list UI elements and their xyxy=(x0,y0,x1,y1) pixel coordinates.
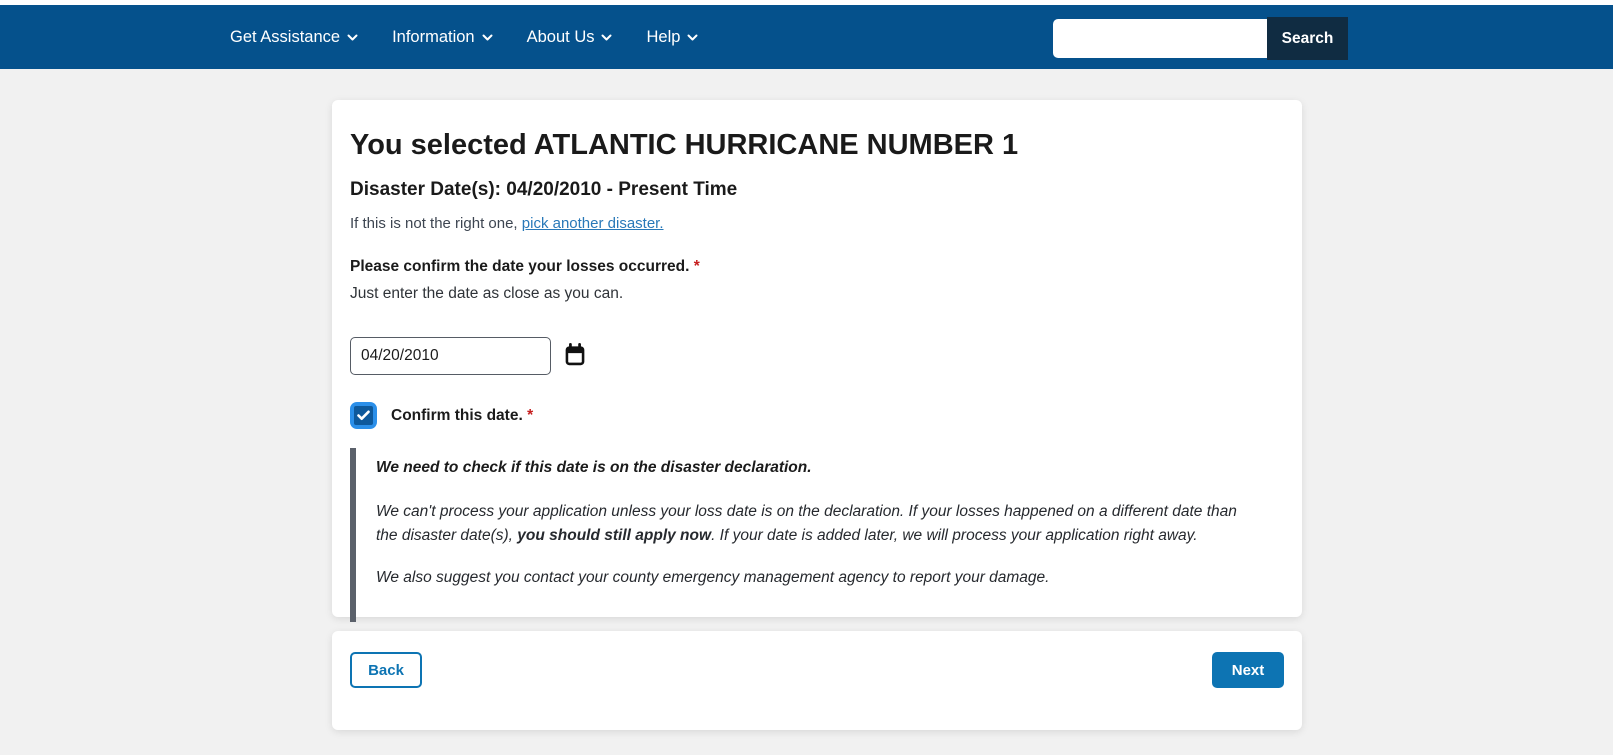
required-asterisk: * xyxy=(693,258,700,275)
required-asterisk: * xyxy=(527,406,534,424)
calendar-picker-button[interactable] xyxy=(564,343,586,369)
chevron-down-icon xyxy=(687,28,698,47)
actions-row xyxy=(350,652,1284,688)
pick-another-disaster-link[interactable]: pick another disaster. xyxy=(521,215,664,232)
nav-item-label: Get Assistance xyxy=(230,27,341,46)
wrong-disaster-prefix: If this is not the right one, xyxy=(350,215,522,232)
confirm-date-label: Confirm this date. * xyxy=(391,406,534,424)
next-button[interactable]: Next xyxy=(1212,652,1284,688)
nav-item-label: About Us xyxy=(526,27,595,46)
confirm-date-row xyxy=(350,402,1284,429)
declaration-note-suggestion: We also suggest you contact your county emergency management agency to report your damage. xyxy=(376,569,1050,586)
page-title: You selected ATLANTIC HURRICANE NUMBER 1 xyxy=(350,129,1019,161)
loss-date-input[interactable] xyxy=(350,337,551,375)
disaster-dates-text: Disaster Date(s): 04/20/2010 - Present Time xyxy=(350,179,738,200)
date-question-helper: Just enter the date as close as you can. xyxy=(350,285,624,302)
back-button[interactable]: Back xyxy=(350,652,422,688)
main-navigation xyxy=(230,28,698,47)
nav-item-label: Information xyxy=(392,27,475,46)
confirm-date-checkbox[interactable] xyxy=(350,402,377,429)
nav-item-help[interactable] xyxy=(646,28,698,47)
nav-item-get-assistance[interactable] xyxy=(230,28,358,47)
date-question-label: Please confirm the date your losses occurred. * xyxy=(350,258,700,275)
disaster-confirmation-card xyxy=(332,100,1302,617)
nav-item-label: Help xyxy=(646,27,681,46)
search-input[interactable] xyxy=(1053,19,1267,58)
nav-item-about-us[interactable] xyxy=(527,28,613,47)
top-navbar xyxy=(0,5,1613,69)
date-input-row xyxy=(350,337,1284,375)
search-bar xyxy=(1053,17,1348,60)
wrong-disaster-line xyxy=(350,214,1284,234)
apply-now-emphasis: you should still apply now xyxy=(517,527,712,544)
chevron-down-icon xyxy=(601,28,612,47)
search-button[interactable]: Search xyxy=(1267,17,1348,60)
chevron-down-icon xyxy=(347,28,358,47)
chevron-down-icon xyxy=(482,28,493,47)
checkmark-icon xyxy=(354,406,373,425)
declaration-note xyxy=(350,448,1246,622)
calendar-icon xyxy=(564,343,586,369)
declaration-note-body: We can't process your application unless your loss date is on the declaration. If your losses happened on a different date than the disaster date(s), you should still apply now. If your date is added later, we will process your application right away. xyxy=(376,503,1237,544)
nav-item-information[interactable] xyxy=(392,28,493,47)
declaration-note-heading: We need to check if this date is on the disaster declaration. xyxy=(376,459,812,476)
navigation-actions-card xyxy=(332,631,1302,730)
